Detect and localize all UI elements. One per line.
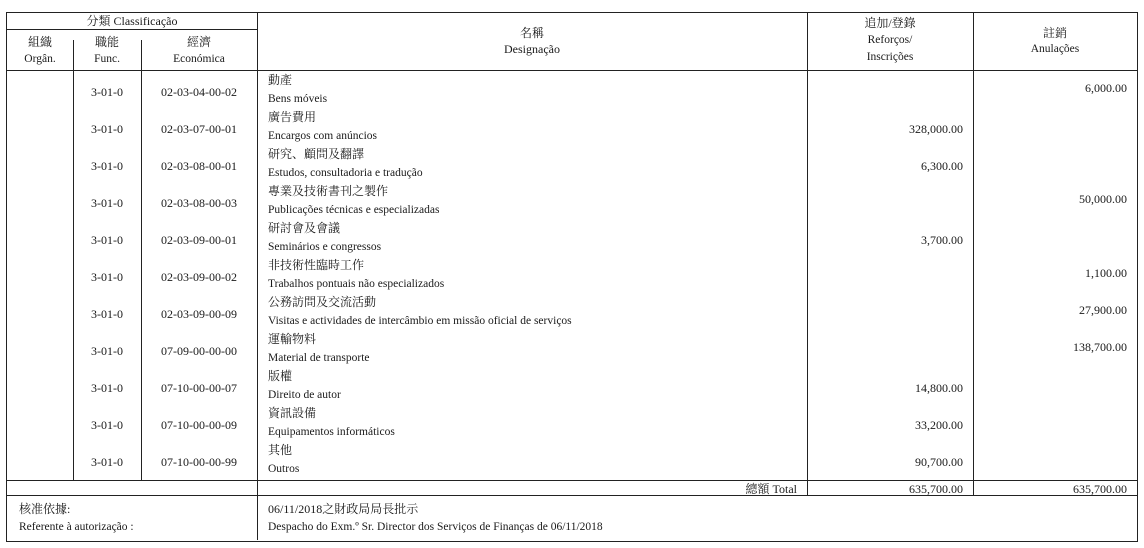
designation-heading-pt: Designação — [504, 42, 560, 56]
func-code: 3-01-0 — [91, 418, 123, 432]
table-row — [7, 443, 1137, 480]
designation-pt: Outros — [268, 463, 300, 475]
total-label: 總額 Total — [745, 482, 797, 496]
designation-zh: 專業及技術書刊之製作 — [268, 184, 389, 198]
designation-zh: 非技術性臨時工作 — [268, 258, 365, 272]
econ-code: 07-10-00-00-09 — [161, 418, 237, 432]
designation-pt: Encargos com anúncios — [268, 130, 378, 142]
authorization-value-zh: 06/11/2018之財政局局長批示 — [268, 502, 419, 516]
func-heading-pt: Func. — [94, 53, 120, 65]
econ-code: 02-03-09-00-01 — [161, 233, 237, 247]
designation-zh: 其他 — [268, 443, 293, 457]
econ-code: 07-09-00-00-00 — [161, 344, 237, 358]
table-row — [7, 221, 1137, 258]
reforco-amount: 33,200.00 — [915, 418, 963, 432]
table-row — [7, 369, 1137, 406]
table-row — [7, 295, 1137, 332]
designation-zh: 運輸物料 — [268, 332, 317, 346]
func-code: 3-01-0 — [91, 196, 123, 210]
econ-code: 02-03-08-00-03 — [161, 196, 237, 210]
anulacoes-heading-zh: 註銷 — [1042, 26, 1067, 40]
designation-heading-zh: 名稱 — [519, 26, 544, 40]
func-code: 3-01-0 — [91, 381, 123, 395]
func-heading-zh: 職能 — [94, 35, 119, 49]
designation-pt: Bens móveis — [268, 93, 328, 105]
total-anulacoes: 635,700.00 — [1073, 482, 1127, 496]
reforco-amount: 6,300.00 — [921, 159, 963, 173]
func-code: 3-01-0 — [91, 307, 123, 321]
designation-pt: Equipamentos informáticos — [268, 426, 395, 438]
econ-code: 02-03-08-00-01 — [161, 159, 237, 173]
econ-code: 02-03-09-00-02 — [161, 270, 237, 284]
authorization-label-pt: Referente à autorização : — [19, 521, 134, 533]
reforcos-heading-pt2: Inscrições — [866, 51, 914, 63]
func-code: 3-01-0 — [91, 344, 123, 358]
organ-heading-zh: 組織 — [27, 35, 52, 49]
reforco-amount: 14,800.00 — [915, 381, 963, 395]
anulacao-amount: 6,000.00 — [1085, 81, 1127, 95]
designation-zh: 公務訪問及交流活動 — [268, 295, 377, 309]
designation-pt: Trabalhos pontuais não especializados — [268, 278, 445, 290]
designation-zh: 版權 — [268, 369, 293, 383]
designation-zh: 研討會及會議 — [268, 221, 341, 235]
table-row — [7, 110, 1137, 147]
econ-code: 07-10-00-00-07 — [161, 381, 237, 395]
budget-table — [6, 12, 1138, 496]
designation-pt: Material de transporte — [268, 352, 370, 364]
reforcos-heading-pt1: Reforços/ — [867, 34, 913, 46]
designation-pt: Publicações técnicas e especializadas — [268, 204, 440, 216]
designation-pt: Seminários e congressos — [268, 241, 382, 253]
designation-zh: 資訊設備 — [268, 406, 317, 420]
func-code: 3-01-0 — [91, 85, 123, 99]
func-code: 3-01-0 — [91, 122, 123, 136]
econ-heading-pt: Económica — [173, 53, 225, 65]
func-code: 3-01-0 — [91, 159, 123, 173]
func-code: 3-01-0 — [91, 270, 123, 284]
designation-zh: 動產 — [268, 73, 293, 87]
econ-code: 02-03-07-00-01 — [161, 122, 237, 136]
table-row — [7, 147, 1137, 184]
total-divider — [7, 480, 1137, 481]
anulacoes-heading-pt: Anulações — [1030, 43, 1080, 55]
designation-pt: Estudos, consultadoria e tradução — [268, 167, 423, 179]
func-code: 3-01-0 — [91, 233, 123, 247]
table-row — [7, 406, 1137, 443]
table-row — [7, 332, 1137, 369]
reforco-amount: 90,700.00 — [915, 455, 963, 469]
econ-code: 02-03-04-00-02 — [161, 85, 237, 99]
anulacao-amount: 50,000.00 — [1079, 192, 1127, 206]
col-divider — [257, 496, 258, 540]
reforco-amount: 328,000.00 — [909, 122, 963, 136]
table-row — [7, 258, 1137, 295]
econ-heading-zh: 經濟 — [186, 35, 211, 49]
classification-heading: 分類 Classificação — [86, 14, 178, 28]
authorization-label-zh: 核准依據: — [19, 502, 71, 516]
anulacao-amount: 138,700.00 — [1073, 340, 1127, 354]
anulacao-amount: 1,100.00 — [1085, 266, 1127, 280]
econ-code: 07-10-00-00-99 — [161, 455, 237, 469]
func-code: 3-01-0 — [91, 455, 123, 469]
econ-code: 02-03-09-00-09 — [161, 307, 237, 321]
reforco-amount: 3,700.00 — [921, 233, 963, 247]
row-divider — [7, 29, 257, 30]
organ-heading-pt: Orgân. — [24, 53, 56, 65]
anulacao-amount: 27,900.00 — [1079, 303, 1127, 317]
header-divider — [7, 70, 1137, 71]
designation-zh: 研究、顧問及翻譯 — [268, 147, 365, 161]
table-row — [7, 73, 1137, 110]
table-row — [7, 184, 1137, 221]
designation-pt: Visitas e actividades de intercâmbio em missão oficial de serviços — [268, 315, 572, 327]
designation-pt: Direito de autor — [268, 389, 341, 401]
total-reforcos: 635,700.00 — [909, 482, 963, 496]
authorization-value-pt: Despacho do Exm.º Sr. Director dos Serviços de Finanças de 06/11/2018 — [268, 521, 603, 533]
designation-zh: 廣告費用 — [268, 110, 317, 124]
reforcos-heading-zh: 追加/登錄 — [864, 16, 916, 30]
authorization-section — [6, 496, 1138, 542]
